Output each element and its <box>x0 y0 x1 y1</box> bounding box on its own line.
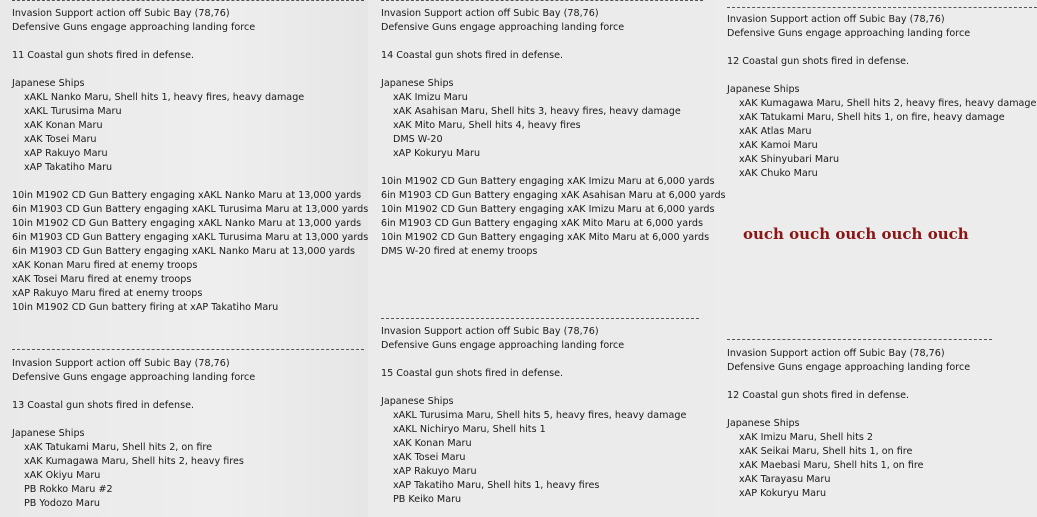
shots-fired: 12 Coastal gun shots fired in defense. <box>727 56 910 67</box>
report-subheader: Defensive Guns engage approaching landing force <box>727 28 971 39</box>
engagement-entry: xAP Rakuyo Maru fired at enemy troops <box>12 288 203 299</box>
shots-fired: 11 Coastal gun shots fired in defense. <box>12 50 195 61</box>
engagement-entry: 6in M1903 CD Gun Battery engaging xAK Asahisan Maru at 6,000 yards <box>381 190 726 201</box>
report-header: Invasion Support action off Subic Bay (78,76) <box>727 14 945 25</box>
ship-entry: xAKL Nanko Maru, Shell hits 1, heavy fires, heavy damage <box>24 92 305 103</box>
spacer <box>727 69 1036 83</box>
shots-fired: 13 Coastal gun shots fired in defense. <box>12 400 195 411</box>
ship-entry: xAK Tarayasu Maru <box>739 474 831 485</box>
ship-entry: xAK Mito Maru, Shell hits 4, heavy fires <box>393 120 581 131</box>
ship-entry: xAK Okiyu Maru <box>24 470 101 481</box>
report-subheader: Defensive Guns engage approaching landing force <box>727 362 971 373</box>
report-header: Invasion Support action off Subic Bay (78,76) <box>381 326 599 337</box>
ship-entry: DMS W-20 <box>393 134 443 145</box>
ship-entry: xAK Tosei Maru <box>24 134 97 145</box>
ship-entry: xAK Tosei Maru <box>393 452 466 463</box>
report-header: Invasion Support action off Subic Bay (78,76) <box>727 348 945 359</box>
ouch-caption: ouch ouch ouch ouch ouch <box>743 225 969 243</box>
combat-report <box>12 357 255 511</box>
ship-entry: xAK Shinyubari Maru <box>739 154 840 165</box>
engagement-entry: 10in M1902 CD Gun Battery engaging xAKL Nanko Maru at 13,000 yards <box>12 190 362 201</box>
ships-label: Japanese Ships <box>727 418 800 429</box>
report-subheader: Defensive Guns engage approaching landing force <box>381 22 625 33</box>
ship-entry: PB Yodozo Maru <box>24 498 100 509</box>
separator <box>727 7 1037 8</box>
combat-report <box>381 325 686 507</box>
ship-entry: PB Keiko Maru <box>393 494 462 505</box>
engagement-entry: 10in M1902 CD Gun Battery engaging xAK Imizu Maru at 6,000 yards <box>381 204 715 215</box>
ship-entry: xAK Imizu Maru, Shell hits 2 <box>739 432 873 443</box>
ship-entry: xAK Maebasi Maru, Shell hits 1, on fire <box>739 460 924 471</box>
combat-report <box>727 13 1036 181</box>
ship-entry: xAK Kumagawa Maru, Shell hits 2, heavy fires <box>24 456 244 467</box>
spacer <box>381 35 726 49</box>
engagement-entry: 10in M1902 CD Gun Battery engaging xAKL Nanko Maru at 13,000 yards <box>12 218 362 229</box>
shots-fired: 15 Coastal gun shots fired in defense. <box>381 368 564 379</box>
ship-entry: xAK Asahisan Maru, Shell hits 3, heavy fires, heavy damage <box>393 106 681 117</box>
report-header: Invasion Support action off Subic Bay (78,76) <box>381 8 599 19</box>
report-subheader: Defensive Guns engage approaching landing force <box>381 340 625 351</box>
engagement-entry: 6in M1903 CD Gun Battery engaging xAKL Turusima Maru at 13,000 yards <box>12 232 369 243</box>
ship-entry: xAP Kokuryu Maru <box>739 488 827 499</box>
report-subheader: Defensive Guns engage approaching landing force <box>12 372 256 383</box>
ship-entry: PB Rokko Maru #2 <box>24 484 113 495</box>
ship-entry: xAKL Nichiryo Maru, Shell hits 1 <box>393 424 546 435</box>
ship-entry: xAK Tatukami Maru, Shell hits 1, on fire, heavy damage <box>739 112 1005 123</box>
spacer <box>12 385 255 399</box>
ship-entry: xAK Tatukami Maru, Shell hits 2, on fire <box>24 442 213 453</box>
spacer <box>381 381 686 395</box>
ship-entry: xAP Rakuyo Maru <box>24 148 108 159</box>
ship-entry: xAP Takatiho Maru <box>24 162 113 173</box>
ship-entry: xAKL Turusima Maru <box>24 106 122 117</box>
ships-label: Japanese Ships <box>12 78 85 89</box>
ship-entry: xAK Kamoi Maru <box>739 140 818 151</box>
engagement-entry: 6in M1903 CD Gun Battery engaging xAKL Turusima Maru at 13,000 yards <box>12 204 369 215</box>
engagement-entry: xAK Tosei Maru fired at enemy troops <box>12 274 192 285</box>
engagement-entry: 10in M1902 CD Gun Battery engaging xAK Mito Maru at 6,000 yards <box>381 232 710 243</box>
ship-entry: xAKL Turusima Maru, Shell hits 5, heavy fires, heavy damage <box>393 410 687 421</box>
separator <box>381 0 703 1</box>
ship-entry: xAP Takatiho Maru, Shell hits 1, heavy fires <box>393 480 600 491</box>
combat-report <box>381 7 726 259</box>
spacer <box>727 41 1036 55</box>
ship-entry: xAK Konan Maru <box>24 120 103 131</box>
ship-entry: xAK Konan Maru <box>393 438 472 449</box>
spacer <box>381 353 686 367</box>
ship-entry: xAP Kokuryu Maru <box>393 148 481 159</box>
spacer <box>381 161 726 175</box>
ships-label: Japanese Ships <box>381 78 454 89</box>
report-subheader: Defensive Guns engage approaching landing force <box>12 22 256 33</box>
spacer <box>727 375 970 389</box>
engagement-entry: 6in M1903 CD Gun Battery engaging xAK Mito Maru at 6,000 yards <box>381 218 703 229</box>
spacer <box>12 175 368 189</box>
ship-entry: xAP Rakuyo Maru <box>393 466 477 477</box>
ships-label: Japanese Ships <box>12 428 85 439</box>
ship-entry: xAK Seikai Maru, Shell hits 1, on fire <box>739 446 913 457</box>
shots-fired: 12 Coastal gun shots fired in defense. <box>727 390 910 401</box>
separator <box>727 339 992 340</box>
ships-label: Japanese Ships <box>727 84 800 95</box>
spacer <box>381 63 726 77</box>
engagement-entry: 6in M1903 CD Gun Battery engaging xAKL Nanko Maru at 13,000 yards <box>12 246 356 257</box>
separator <box>12 349 364 350</box>
ships-label: Japanese Ships <box>381 396 454 407</box>
report-header: Invasion Support action off Subic Bay (78,76) <box>12 358 230 369</box>
ship-entry: xAK Chuko Maru <box>739 168 818 179</box>
spacer <box>12 413 255 427</box>
engagement-entry: DMS W-20 fired at enemy troops <box>381 246 538 257</box>
report-header: Invasion Support action off Subic Bay (78,76) <box>12 8 230 19</box>
spacer <box>727 403 970 417</box>
ship-entry: xAK Imizu Maru <box>393 92 468 103</box>
spacer <box>12 63 368 77</box>
engagement-entry: 10in M1902 CD Gun Battery engaging xAK Imizu Maru at 6,000 yards <box>381 176 715 187</box>
engagement-entry: 10in M1902 CD Gun battery firing at xAP Takatiho Maru <box>12 302 279 313</box>
shots-fired: 14 Coastal gun shots fired in defense. <box>381 50 564 61</box>
engagement-entry: xAK Konan Maru fired at enemy troops <box>12 260 198 271</box>
ship-entry: xAK Kumagawa Maru, Shell hits 2, heavy fires, heavy damage <box>739 98 1037 109</box>
separator <box>12 0 364 1</box>
combat-report <box>727 347 970 501</box>
spacer <box>12 35 368 49</box>
combat-report <box>12 7 368 315</box>
ship-entry: xAK Atlas Maru <box>739 126 812 137</box>
separator <box>381 318 699 319</box>
